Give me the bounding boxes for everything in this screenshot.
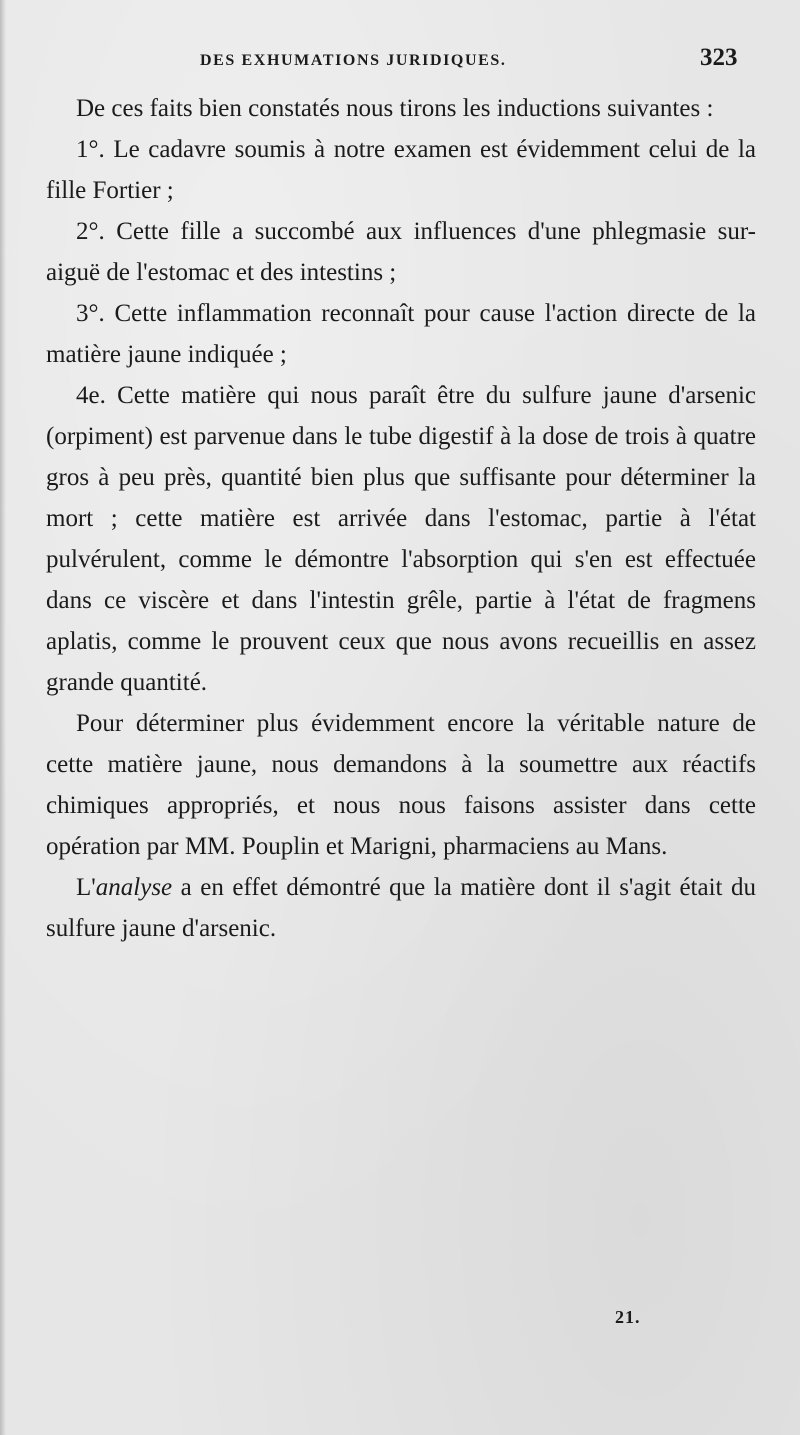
paragraph-induction-2: 2°. Cette fille a succombé aux influences d'une phlegmasie sur-aiguë de l'estomac et des intestins ; xyxy=(46,218,756,286)
paragraph-induction-3: 3°. Cette inflammation reconnaît pour cause l'action directe de la matière jaune indiquée ; xyxy=(46,300,756,368)
paragraph-induction-1: 1°. Le cadavre soumis à notre examen est évidemment celui de la fille Fortier ; xyxy=(46,136,756,204)
page-edge-shadow xyxy=(0,0,6,1435)
paragraph-induction-4: 4e. Cette matière qui nous paraît être du sulfure jaune d'arsenic (orpiment) est parvenue dans le tube digestif à la dose de trois à quatre gros à peu près, quantité bien plus que suffisante pour déterminer la mort ; cette matière est arrivée dans l'estomac, partie à l'état pulvérulent, comme le démontre l'absorption qui s'en est effectuée dans ce viscère et dans l'intestin grêle, partie à l'état de fragmens aplatis, comme le prouvent ceux que nous avons recueillis en assez grande quantité. xyxy=(46,382,756,696)
running-head: DES EXHUMATIONS JURIDIQUES. xyxy=(200,52,507,69)
page-header xyxy=(0,46,800,82)
paragraph-intro: De ces faits bien constatés nous tirons les inductions suivantes : xyxy=(76,95,714,122)
page-number: 323 xyxy=(700,44,738,71)
signature-mark: 21. xyxy=(615,1307,641,1327)
analysis-italic-word: analyse xyxy=(95,874,173,901)
paragraph-analysis-result xyxy=(46,867,756,949)
main-text xyxy=(46,88,756,949)
paragraph-analysis-request: Pour déterminer plus évidemment encore la véritable nature de cette matière jaune, nous demandons à la soumettre aux réactifs chimiques appropriés, et nous nous faisons assister dans cette opération par MM. Pouplin et Marigni, pharmaciens au Mans. xyxy=(46,710,756,860)
analysis-lead: L' xyxy=(76,874,96,901)
analysis-rest: a en effet démontré que la matière dont il s'agit était du sulfure jaune d'arsenic. xyxy=(46,874,756,942)
